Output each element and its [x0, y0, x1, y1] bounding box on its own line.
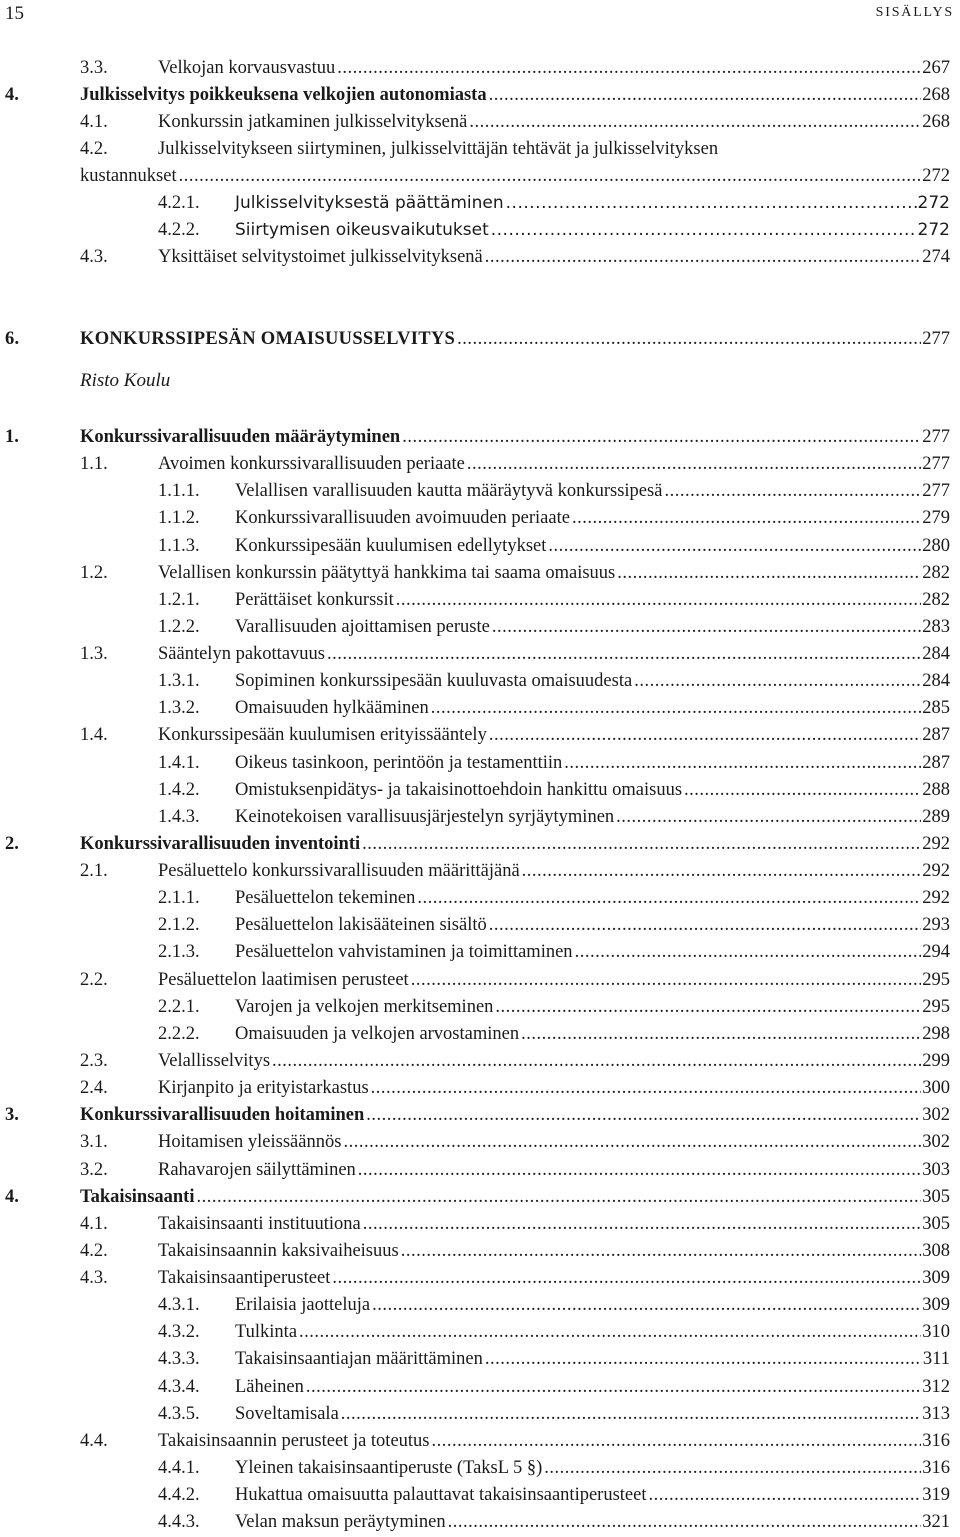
- toc-entry[interactable]: [0, 831, 960, 857]
- toc-entry-title: Omaisuuden hylkääminen: [235, 698, 429, 718]
- toc-entry-number: 1.2.2.: [158, 617, 200, 637]
- toc-entry-number: 1.4.: [80, 725, 108, 745]
- toc-entry-title: Konkurssipesään kuulumisen erityissääntely: [158, 725, 487, 745]
- toc-entry-number: 1.3.: [80, 644, 108, 664]
- toc-entry-page: 272: [917, 193, 950, 213]
- toc-entry[interactable]: [0, 1455, 960, 1481]
- toc-entry[interactable]: [0, 1184, 960, 1210]
- toc-entry-title: Varojen ja velkojen merkitseminen: [235, 997, 494, 1017]
- toc-entry-title: Konkurssivarallisuuden inventointi: [80, 834, 361, 854]
- toc-entry-title: Takaisinsaannin kaksivaiheisuus: [158, 1241, 399, 1261]
- toc-entry-title: Julkisselvityksestä päättäminen: [235, 193, 504, 213]
- toc-entry-page: 305: [922, 1214, 950, 1234]
- toc-entry[interactable]: [0, 1401, 960, 1427]
- dot-leader: [402, 424, 921, 450]
- toc-entry-number: 1.1.3.: [158, 536, 200, 556]
- toc-entry-title: Oikeus tasinkoon, perintöön ja testamenttiin: [235, 753, 563, 773]
- toc-entry[interactable]: [0, 217, 960, 243]
- dot-leader: [684, 777, 921, 803]
- toc-entry-number: 4.2.2.: [158, 220, 200, 240]
- toc-entry-page: 272: [917, 220, 950, 240]
- toc-entry-title: Läheinen: [235, 1377, 304, 1397]
- toc-entry-number: 4.1.: [80, 1214, 108, 1234]
- toc-entry-title: Hoitamisen yleissäännös: [158, 1132, 342, 1152]
- toc-entry-title: Velallisen varallisuuden kautta määräytyvä konkurssipesä: [235, 481, 663, 501]
- dot-leader: [431, 695, 922, 721]
- toc-entry[interactable]: [0, 1021, 960, 1047]
- toc-entry[interactable]: [0, 967, 960, 993]
- toc-entry-page: 268: [922, 112, 950, 132]
- toc-entry-page: 302: [922, 1132, 950, 1152]
- dot-leader: [469, 109, 921, 135]
- toc-entry-title: Takaisinsaanti: [80, 1187, 195, 1207]
- dot-leader: [343, 1129, 921, 1155]
- toc-entry-title: Konkurssivarallisuuden hoitaminen: [80, 1105, 365, 1125]
- toc-entry-page: 294: [922, 942, 950, 962]
- dot-leader: [616, 804, 921, 830]
- toc-entry-number: 3.2.: [80, 1160, 108, 1180]
- toc-entry[interactable]: [0, 505, 960, 531]
- dot-leader: [179, 163, 922, 189]
- toc-entry-title: Pesäluettelo konkurssivarallisuuden määrittäjänä: [158, 861, 520, 881]
- dot-leader: [617, 560, 921, 586]
- toc-entry-page: 277: [922, 481, 950, 501]
- dot-leader: [634, 668, 921, 694]
- toc-entry-number: 3.: [5, 1105, 19, 1125]
- toc-entry-page: 316: [922, 1431, 950, 1451]
- toc-entry-page: 282: [922, 563, 950, 583]
- toc-entry-title: Soveltamisala: [235, 1404, 339, 1424]
- toc-entry-number: 2.1.1.: [158, 888, 200, 908]
- dot-leader: [485, 244, 921, 270]
- toc-entry-title: Sääntelyn pakottavuus: [158, 644, 325, 664]
- toc-entry[interactable]: [0, 163, 960, 189]
- toc-entry-number: 4.3.: [80, 1268, 108, 1288]
- toc-entry[interactable]: [0, 939, 960, 965]
- toc-entry-page: 283: [922, 617, 950, 637]
- dot-leader: [485, 1346, 922, 1372]
- toc-entry[interactable]: [0, 560, 960, 586]
- running-head: SISÄLLYS: [875, 5, 954, 20]
- toc-entry[interactable]: [0, 1048, 960, 1074]
- toc-entry[interactable]: [0, 1265, 960, 1291]
- toc-entry[interactable]: [0, 136, 960, 162]
- toc-entry-number: 2.: [5, 834, 19, 854]
- toc-entry[interactable]: [0, 1509, 960, 1535]
- dot-leader: [492, 614, 921, 640]
- page-number: 15: [5, 3, 24, 24]
- toc-entry[interactable]: [0, 1292, 960, 1318]
- toc-entry-number: 2.4.: [80, 1078, 108, 1098]
- toc-entry-number: 3.1.: [80, 1132, 108, 1152]
- toc-entry-page: 295: [922, 970, 950, 990]
- toc-entry[interactable]: [0, 1102, 960, 1128]
- toc-entry-title: Avoimen konkurssivarallisuuden periaate: [158, 454, 465, 474]
- toc-entry-page: 310: [922, 1322, 950, 1342]
- toc-entry-number: 4.2.1.: [158, 193, 200, 213]
- toc-entry-title: Takaisinsaannin perusteet ja toteutus: [158, 1431, 430, 1451]
- toc-entry-title: Konkurssin jatkaminen julkisselvityksenä: [158, 112, 468, 132]
- toc-entry-title: Pesäluettelon vahvistaminen ja toimittaminen: [235, 942, 573, 962]
- toc-entry-title: Perättäiset konkurssit: [235, 590, 394, 610]
- dot-leader: [371, 1075, 922, 1101]
- toc-entry-page: 309: [922, 1268, 950, 1288]
- toc-entry-title: Velallisselvitys: [158, 1051, 271, 1071]
- dot-leader: [649, 1482, 922, 1508]
- toc-entry-page: 280: [922, 536, 950, 556]
- toc-entry-page: 285: [922, 698, 950, 718]
- toc-entry-page: 277: [922, 329, 950, 349]
- toc-entry-page: 274: [922, 247, 950, 267]
- toc-entry-page: 279: [922, 508, 950, 528]
- toc-entry-title: Takaisinsaanti instituutiona: [158, 1214, 361, 1234]
- dot-leader: [366, 1102, 921, 1128]
- toc-entry[interactable]: [0, 1482, 960, 1508]
- toc-entry-page: 309: [922, 1295, 950, 1315]
- toc-entry[interactable]: [0, 451, 960, 477]
- toc-entry-title: Konkurssipesään kuulumisen edellytykset: [235, 536, 547, 556]
- toc-entry-number: 3.3.: [80, 58, 108, 78]
- dot-leader: [363, 1211, 922, 1237]
- toc-entry-number: 4.: [5, 1187, 19, 1207]
- toc-entry-number: 4.2.: [80, 139, 108, 159]
- toc-entry-title: Kirjanpito ja erityistarkastus: [158, 1078, 369, 1098]
- toc-entry-page: 292: [922, 861, 950, 881]
- toc-entry[interactable]: [0, 722, 960, 748]
- toc-entry-number: 2.1.3.: [158, 942, 200, 962]
- toc-entry-page: 302: [922, 1105, 950, 1125]
- toc-entry-page: 282: [922, 590, 950, 610]
- toc-entry[interactable]: [0, 1157, 960, 1183]
- toc-entry-page: 277: [922, 454, 950, 474]
- toc-entry-number: 1.2.1.: [158, 590, 200, 610]
- toc-entry[interactable]: [0, 55, 960, 81]
- toc-entry-page: 292: [922, 888, 950, 908]
- toc-entry[interactable]: [0, 1211, 960, 1237]
- dot-leader: [457, 326, 921, 352]
- toc-entry-page: 289: [922, 807, 950, 827]
- toc-entry-title: Yksittäiset selvitystoimet julkisselvityksenä: [158, 247, 483, 267]
- toc-entry-title: Tulkinta: [235, 1322, 298, 1342]
- page-header: [0, 0, 960, 28]
- toc-entry-page: 305: [922, 1187, 950, 1207]
- toc-entry-number: 6.: [5, 329, 20, 349]
- toc-entry-number: 2.1.: [80, 861, 108, 881]
- dot-leader: [417, 885, 921, 911]
- dot-leader: [372, 1292, 921, 1318]
- toc-entry[interactable]: [0, 1238, 960, 1264]
- toc-entry-title: Julkisselvitykseen siirtyminen, julkisselvittäjän tehtävät ja julkisselvityksen: [158, 139, 719, 159]
- toc-entry[interactable]: [0, 1075, 960, 1101]
- toc-entry-page: 316: [922, 1458, 950, 1478]
- toc-entry-title: Keinotekoisen varallisuusjärjestelyn syrjäytyminen: [235, 807, 615, 827]
- toc-entry-title: Omaisuuden ja velkojen arvostaminen: [235, 1024, 520, 1044]
- toc-entry-number: 4.1.: [80, 112, 108, 132]
- toc-entry-page: 292: [922, 834, 950, 854]
- dot-leader: [337, 55, 921, 81]
- toc-entry-page: 293: [922, 915, 950, 935]
- dot-leader: [489, 912, 922, 938]
- dot-leader: [332, 1265, 921, 1291]
- toc-entry-number: 4.4.: [80, 1431, 108, 1451]
- toc-entry-number: 1.1.: [80, 454, 108, 474]
- dot-leader: [489, 722, 921, 748]
- toc-entry-page: 284: [922, 644, 950, 664]
- toc-entry-number: 2.2.: [80, 970, 108, 990]
- toc-entry[interactable]: [0, 804, 960, 830]
- toc-entry-title: Velallisen konkurssin päätyttyä hankkima tai saama omaisuus: [158, 563, 616, 583]
- toc-entry-number: 4.4.2.: [158, 1485, 200, 1505]
- toc-entry[interactable]: [0, 858, 960, 884]
- toc-entry-page: 311: [922, 1349, 950, 1369]
- dot-leader: [197, 1184, 922, 1210]
- toc-entry-title: Velan maksun peräytyminen: [235, 1512, 446, 1532]
- dot-leader: [306, 1374, 921, 1400]
- toc-entry-page: 321: [922, 1512, 950, 1532]
- toc-entry-number: 1.4.3.: [158, 807, 200, 827]
- dot-leader: [467, 451, 921, 477]
- toc-entry-title: Hukattua omaisuutta palauttavat takaisinsaantiperusteet: [235, 1485, 647, 1505]
- toc-entry-page: 267: [922, 58, 950, 78]
- toc-entry-title: Takaisinsaantiperusteet: [158, 1268, 331, 1288]
- toc-entry-page: 295: [922, 997, 950, 1017]
- toc-entry-title: Omistuksenpidätys- ja takaisinottoehdoin hankittu omaisuus: [235, 780, 683, 800]
- dot-leader: [664, 478, 921, 504]
- toc-entry-number: 4.4.1.: [158, 1458, 200, 1478]
- dot-leader: [575, 939, 922, 965]
- dot-leader: [341, 1401, 921, 1427]
- toc-entry-title: Pesäluettelon tekeminen: [235, 888, 416, 908]
- dot-leader: [396, 587, 921, 613]
- toc-entry[interactable]: [0, 695, 960, 721]
- toc-entry-page: 298: [922, 1024, 950, 1044]
- dot-leader: [362, 831, 921, 857]
- chapter-author: Risto Koulu: [80, 370, 171, 391]
- toc-entry[interactable]: [0, 912, 960, 938]
- toc-entry-number: 4.3.: [80, 247, 108, 267]
- toc-entry-title: Erilaisia jaotteluja: [235, 1295, 371, 1315]
- toc-entry-title: Pesäluettelon lakisääteinen sisältö: [235, 915, 487, 935]
- toc-entry-number: 2.2.1.: [158, 997, 200, 1017]
- dot-leader: [491, 217, 917, 243]
- toc-entry[interactable]: [0, 82, 960, 108]
- toc-entry[interactable]: [0, 244, 960, 270]
- toc-entry[interactable]: [0, 668, 960, 694]
- dot-leader: [299, 1319, 921, 1345]
- toc-entry-page: 272: [922, 166, 950, 186]
- toc-entry[interactable]: [0, 190, 960, 216]
- toc-entry[interactable]: [0, 109, 960, 135]
- toc-entry-page: 312: [922, 1377, 950, 1397]
- toc-entry-number: 4.3.5.: [158, 1404, 200, 1424]
- toc-entry-page: 313: [922, 1404, 950, 1424]
- toc-entry[interactable]: [0, 1428, 960, 1454]
- toc-entry-page: 319: [922, 1485, 950, 1505]
- dot-leader: [564, 750, 921, 776]
- toc-entry[interactable]: [0, 478, 960, 504]
- toc-entry-page: 303: [922, 1160, 950, 1180]
- toc-entry-title: Konkurssivarallisuuden avoimuuden periaate: [235, 508, 570, 528]
- toc-entry-title: Julkisselvitys poikkeuksena velkojien autonomiasta: [80, 85, 487, 105]
- toc-entry-page: 268: [922, 85, 950, 105]
- dot-leader: [327, 641, 921, 667]
- dot-leader: [411, 967, 922, 993]
- dot-leader: [272, 1048, 921, 1074]
- toc-entry[interactable]: [0, 777, 960, 803]
- toc-entry-number: 4.3.2.: [158, 1322, 200, 1342]
- toc-entry-number: 4.: [5, 85, 19, 105]
- toc-entry[interactable]: [0, 326, 960, 352]
- dot-leader: [544, 1455, 921, 1481]
- toc-entry-number: 1.4.2.: [158, 780, 200, 800]
- toc-entry-title: Rahavarojen säilyttäminen: [158, 1160, 356, 1180]
- toc-entry-number: 1.3.2.: [158, 698, 200, 718]
- toc-entry-number: 1.: [5, 427, 19, 447]
- toc-entry-number: 4.2.: [80, 1241, 108, 1261]
- toc-entry-title: Sopiminen konkurssipesään kuuluvasta omaisuudesta: [235, 671, 633, 691]
- toc-entry[interactable]: [0, 587, 960, 613]
- toc-entry-number: 1.1.2.: [158, 508, 200, 528]
- dot-leader: [522, 858, 922, 884]
- toc-entry[interactable]: [0, 1346, 960, 1372]
- toc-entry-title: Takaisinsaantiajan määrittäminen: [235, 1349, 483, 1369]
- toc-entry[interactable]: [0, 424, 960, 450]
- toc-entry-title: Varallisuuden ajoittamisen peruste: [235, 617, 490, 637]
- toc-entry[interactable]: [0, 885, 960, 911]
- dot-leader: [521, 1021, 921, 1047]
- toc-entry-page: 300: [922, 1078, 950, 1098]
- toc-entry[interactable]: [0, 533, 960, 559]
- dot-leader: [489, 82, 922, 108]
- dot-leader: [432, 1428, 922, 1454]
- toc-entry-number: 1.2.: [80, 563, 108, 583]
- toc-entry-number: 2.3.: [80, 1051, 108, 1071]
- toc-entry-title: Pesäluettelon laatimisen perusteet: [158, 970, 409, 990]
- toc-entry-page: 287: [922, 753, 950, 773]
- toc-entry-number: 4.3.1.: [158, 1295, 200, 1315]
- toc-entry[interactable]: [0, 1319, 960, 1345]
- toc-entry[interactable]: [0, 1129, 960, 1155]
- toc-entry-number: 4.3.3.: [158, 1349, 200, 1369]
- toc-entry-number: 2.2.2.: [158, 1024, 200, 1044]
- toc-entry-page: 287: [922, 725, 950, 745]
- dot-leader: [572, 505, 921, 531]
- dot-leader: [401, 1238, 922, 1264]
- toc-entry-page: 288: [922, 780, 950, 800]
- toc-entry[interactable]: [0, 994, 960, 1020]
- toc-entry-title: Yleinen takaisinsaantiperuste (TaksL 5 §): [235, 1458, 543, 1478]
- dot-leader: [506, 190, 917, 216]
- toc-entry-title: kustannukset: [80, 166, 177, 186]
- toc-entry[interactable]: [0, 750, 960, 776]
- toc-entry-number: 4.4.3.: [158, 1512, 200, 1532]
- toc-entry-page: 284: [922, 671, 950, 691]
- dot-leader: [495, 994, 921, 1020]
- toc-entry-number: 1.3.1.: [158, 671, 200, 691]
- toc-entry[interactable]: [0, 1374, 960, 1400]
- toc-entry-title: Konkurssivarallisuuden määräytyminen: [80, 427, 401, 447]
- dot-leader: [448, 1509, 922, 1535]
- dot-leader: [358, 1157, 921, 1183]
- toc-entry[interactable]: [0, 614, 960, 640]
- toc-entry-number: 1.4.1.: [158, 753, 200, 773]
- toc-entry-number: 1.1.1.: [158, 481, 200, 501]
- toc-entry-number: 2.1.2.: [158, 915, 200, 935]
- toc-entry-page: 299: [922, 1051, 950, 1071]
- toc-entry-page: 277: [922, 427, 950, 447]
- toc-entry-title: Velkojan korvausvastuu: [158, 58, 336, 78]
- toc-entry-title: Siirtymisen oikeusvaikutukset: [235, 220, 489, 240]
- toc-entry-page: 308: [922, 1241, 950, 1261]
- toc-entry[interactable]: [0, 641, 960, 667]
- toc-entry-title: KONKURSSIPESÄN OMAISUUSSELVITYS: [80, 329, 456, 349]
- toc-entry-number: 4.3.4.: [158, 1377, 200, 1397]
- dot-leader: [548, 533, 921, 559]
